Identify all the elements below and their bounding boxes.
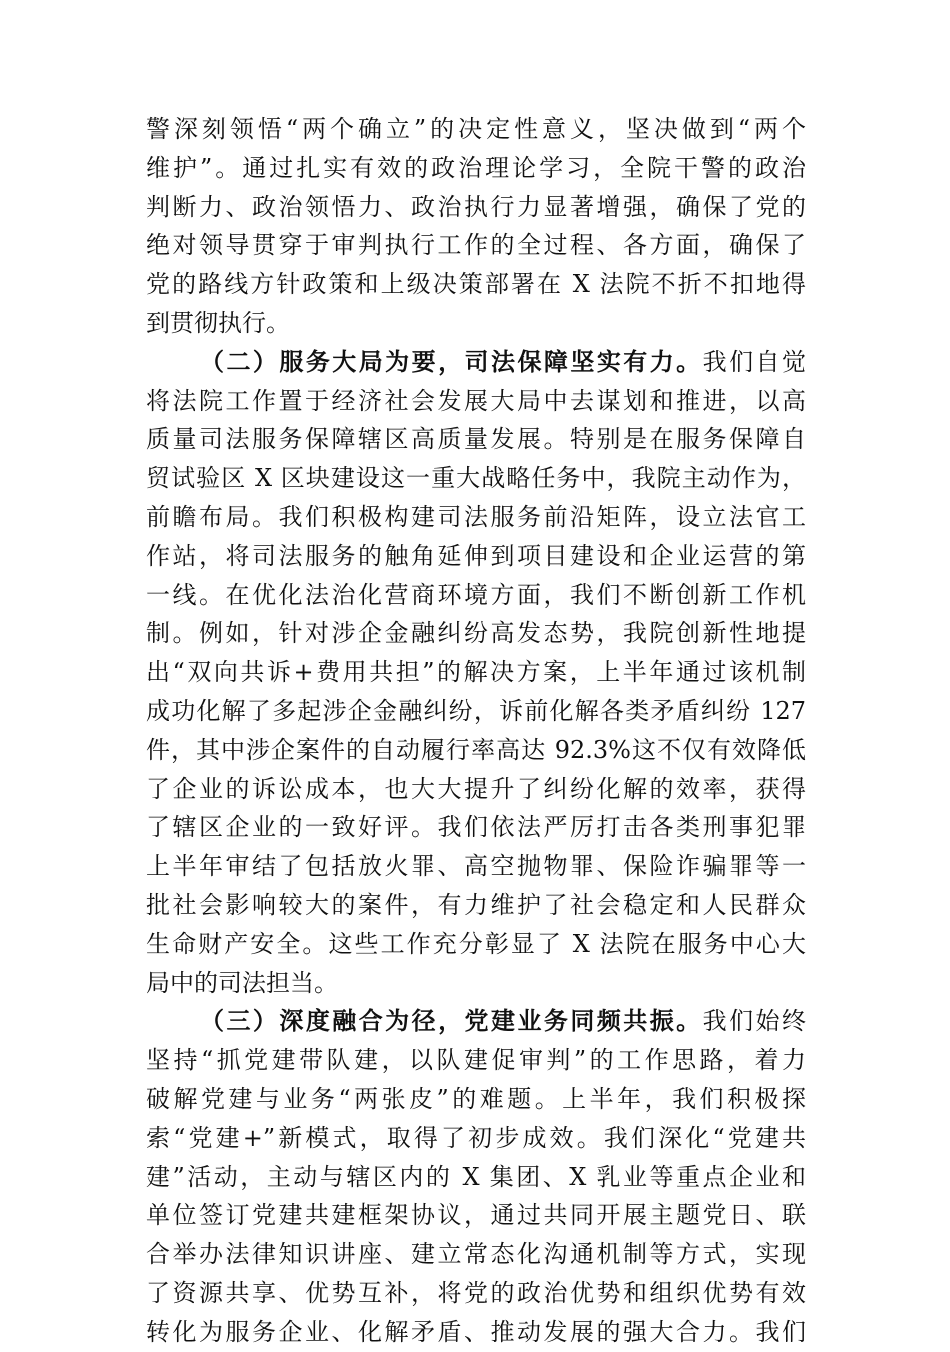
text-line: 上半年审结了包括放火罪、高空抛物罪、保险诈骗罪等一 (146, 852, 806, 881)
text-line: 合举办法律知识讲座、建立常态化沟通机制等方式，实现 (146, 1240, 806, 1269)
text-line: 一线。在优化法治化营商环境方面，我们不断创新工作机 (146, 580, 806, 609)
paragraph-2 (146, 343, 806, 1003)
text-line: 警深刻领悟“两个确立”的决定性意义，坚决做到“两个 (146, 115, 806, 143)
text-line: 党的路线方针政策和上级决策部署在 X 法院不折不扣地得 (146, 270, 806, 299)
text-line: 绝对领导贯穿于审判执行工作的全过程、各方面，确保了 (146, 231, 806, 260)
text-line: 了资源共享、优势互补，将党的政治优势和组织优势有效 (146, 1278, 806, 1307)
heading-line-rest: 我们自觉 (702, 347, 807, 376)
text-line: 破解党建与业务“两张皮”的难题。上半年，我们积极探 (146, 1084, 806, 1113)
text-line: 建”活动，主动与辖区内的 X 集团、X 乳业等重点企业和 (146, 1162, 806, 1191)
text-line: 生命财产安全。这些工作充分彰显了 X 法院在服务中心大 (146, 929, 806, 958)
section-heading: （三）深度融合为径，党建业务同频共振。 (200, 1006, 703, 1036)
paragraph-first-line (146, 343, 806, 382)
text-line: 批社会影响较大的案件，有力维护了社会稳定和人民群众 (146, 890, 806, 919)
text-line: 转化为服务企业、化解矛盾、推动发展的强大合力。我们 (146, 1317, 806, 1346)
text-line: 维护”。通过扎实有效的政治理论学习，全院干警的政治 (146, 153, 806, 182)
paragraph-first-line (146, 1002, 806, 1041)
heading-line-rest: 我们始终 (702, 1007, 807, 1036)
text-line: 判断力、政治领悟力、政治执行力显著增强，确保了党的 (146, 192, 806, 221)
text-line: 制。例如，针对涉企金融纠纷高发态势，我院创新性地提 (146, 619, 806, 648)
text-line: 坚持“抓党建带队建，以队建促审判”的工作思路，着力 (146, 1046, 806, 1075)
paragraph-3 (146, 1002, 806, 1351)
text-line: 将法院工作置于经济社会发展大局中去谋划和推进，以高 (146, 386, 806, 415)
text-line: 单位签订党建共建框架协议，通过共同开展主题党日、联 (146, 1201, 806, 1230)
text-line: 了辖区企业的一致好评。我们依法严厉打击各类刑事犯罪 (146, 813, 806, 842)
document-body (146, 110, 806, 1352)
text-line: 到贯彻执行。 (146, 308, 290, 337)
text-line: 出“双向共诉+费用共担”的解决方案，上半年通过该机制 (146, 658, 806, 687)
text-line: 前瞻布局。我们积极构建司法服务前沿矩阵，设立法官工 (146, 502, 806, 531)
paragraph-1 (146, 110, 806, 343)
text-line: 了企业的诉讼成本，也大大提升了纠纷化解的效率，获得 (146, 774, 806, 803)
section-heading: （二）服务大局为要，司法保障坚实有力。 (200, 346, 703, 376)
text-line: 件，其中涉企案件的自动履行率高达 92.3%这不仅有效降低 (146, 735, 806, 764)
text-line: 质量司法服务保障辖区高质量发展。特别是在服务保障自 (146, 425, 806, 454)
text-line: 索“党建+”新模式，取得了初步成效。我们深化“党建共 (146, 1123, 806, 1152)
text-line: 作站，将司法服务的触角延伸到项目建设和企业运营的第 (146, 541, 806, 570)
text-line: 局中的司法担当。 (146, 968, 338, 997)
text-line: 贸试验区 X 区块建设这一重大战略任务中，我院主动作为， (146, 464, 806, 493)
text-line: 成功化解了多起涉企金融纠纷，诉前化解各类矛盾纠纷 127 (146, 696, 806, 725)
